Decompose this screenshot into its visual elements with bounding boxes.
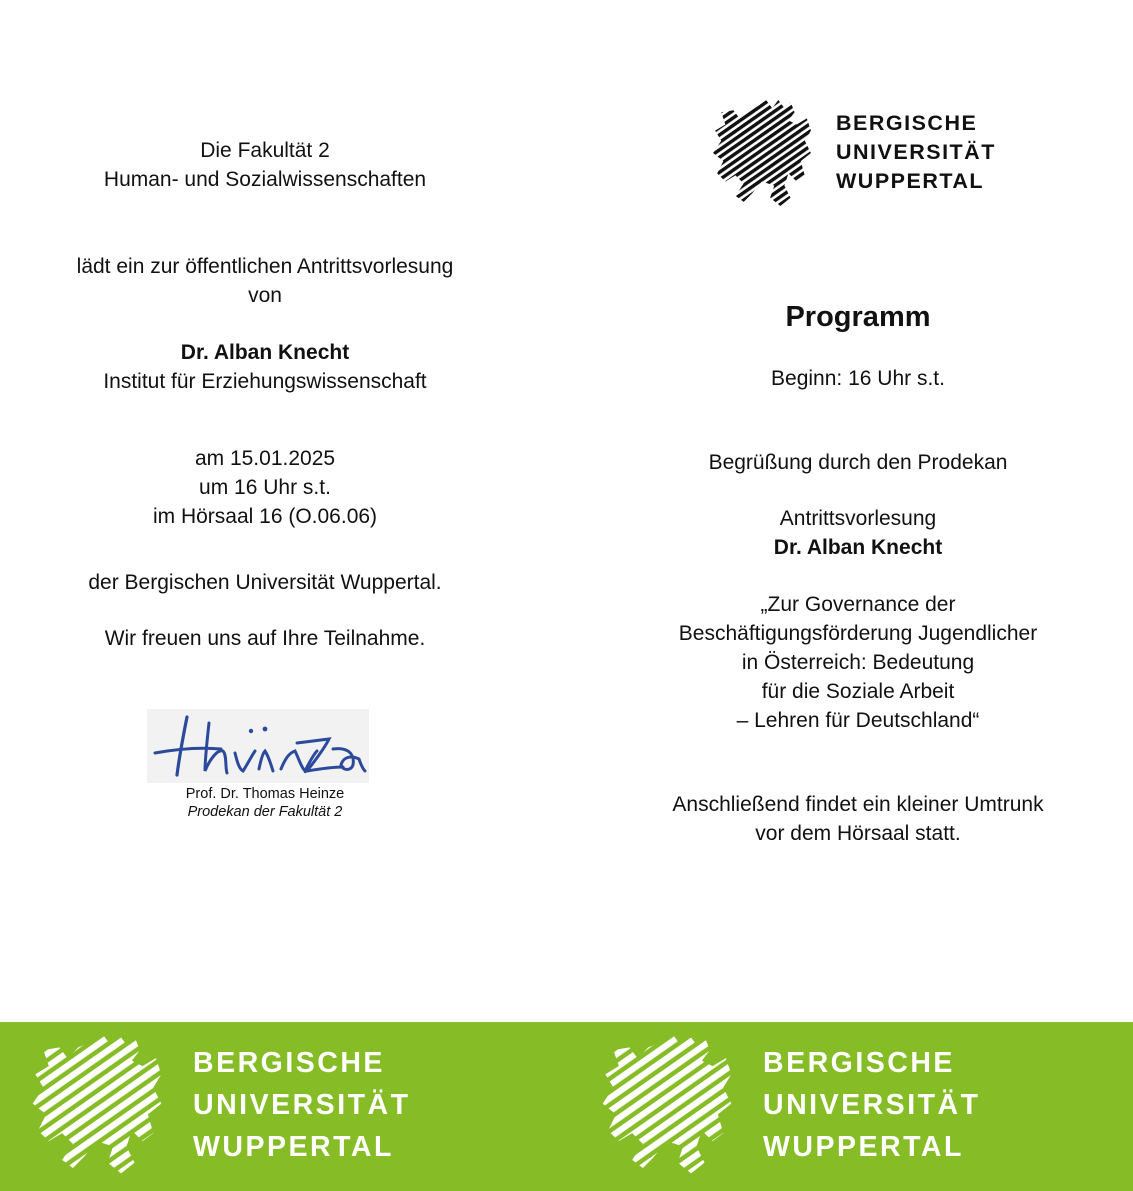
lecture-title-line4: für die Soziale Arbeit [761,680,955,703]
closing-text: Wir freuen uns auf Ihre Teilnahme. [104,627,426,650]
event-time: um 16 Uhr s.t. [199,476,331,499]
signer-name: Prof. Dr. Thomas Heinze [185,786,345,802]
invite-text-von: von [248,284,282,307]
event-room: im Hörsaal 16 (O.06.06) [152,505,378,528]
signer-role: Prodekan der Fakultät 2 [187,804,343,820]
faculty-name: Die Fakultät 2 [200,139,330,162]
program-lecture-speaker: Dr. Alban Knecht [773,536,943,559]
program-panel [567,0,1133,1022]
handwritten-signature-icon [147,709,369,783]
lecture-title-line1: „Zur Governance der [760,593,956,616]
speaker-name: Dr. Alban Knecht [180,341,350,364]
invite-text: lädt ein zur öffentlichen Antrittsvorlesung [76,255,454,278]
footer-logo-text-line3: WUPPERTAL [763,1131,964,1163]
program-start: Beginn: 16 Uhr s.t. [771,367,945,390]
footer-logo-left [30,1034,450,1184]
lecture-title-line5: – Lehren für Deutschland“ [736,709,980,732]
lecture-title-line3: in Österreich: Bedeutung [741,651,975,674]
event-date: am 15.01.2025 [194,447,336,470]
footer-logo-text-line2: UNIVERSITÄT [193,1089,411,1121]
logo-text-line1: BERGISCHE [836,111,978,135]
lion-emblem-icon [600,1034,734,1176]
faculty-subtitle: Human- und Sozialwissenschaften [103,168,427,191]
footer-logo-text-line1: BERGISCHE [763,1047,955,1079]
lecture-title-line2: Beschäftigungsförderung Jugendlicher [678,622,1038,645]
logo-text-line3: WUPPERTAL [836,169,985,193]
footer-logo-text-line2: UNIVERSITÄT [763,1089,981,1121]
footer-logo-right [600,1034,1020,1184]
invitation-panel [0,0,566,1022]
program-closing-line1: Anschließend findet ein kleiner Umtrunk [672,793,1044,816]
footer-banner [0,1022,1133,1191]
program-closing-line2: vor dem Hörsaal statt. [755,822,961,845]
program-welcome: Begrüßung durch den Prodekan [708,451,1008,474]
lion-emblem-icon [30,1034,164,1176]
footer-logo-text-line1: BERGISCHE [193,1047,385,1079]
signature-image [147,709,369,783]
program-heading: Programm [785,301,931,333]
speaker-institute: Institut für Erziehungswissenschaft [103,370,427,393]
university-text: der Bergischen Universität Wuppertal. [88,571,442,594]
program-lecture-label: Antrittsvorlesung [779,507,937,530]
logo-text-line2: UNIVERSITÄT [836,140,996,164]
footer-logo-text-line3: WUPPERTAL [193,1131,394,1163]
